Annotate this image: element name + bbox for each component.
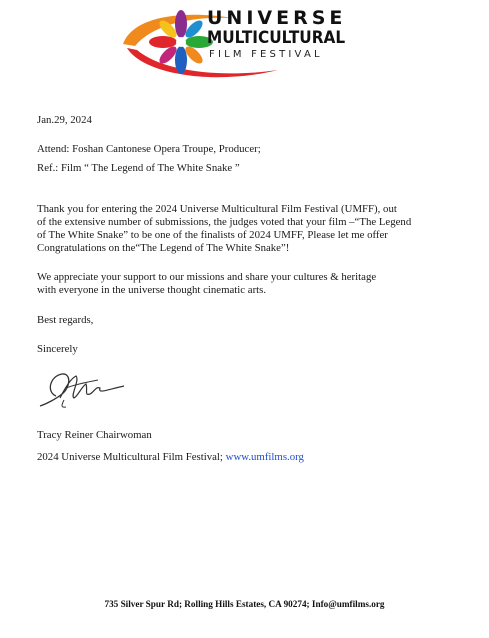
website-link[interactable]: www.umfilms.org (225, 451, 304, 463)
letter-date: Jan.29, 2024 (37, 114, 92, 126)
letter-ref: Ref.: Film “ The Legend of The White Snake ” (37, 162, 240, 174)
paragraph-1-line: of the extensive number of submissions, the judges voted that your film –“The Legend (37, 216, 412, 228)
logo-line-film-festival: FILM FESTIVAL (209, 49, 323, 60)
paragraph-1-line: Thank you for entering the 2024 Universe Multicultural Film Festival (UMFF), out (37, 203, 397, 215)
letter-attend: Attend: Foshan Cantonese Opera Troupe, Producer; (37, 143, 261, 155)
sincerely: Sincerely (37, 343, 78, 355)
paragraph-2-line: with everyone in the universe thought cinematic arts. (37, 284, 267, 296)
paragraph-1-line: of The White Snake” to be one of the finalists of 2024 UMFF, Please let me offer (37, 229, 388, 241)
festival-line (37, 451, 304, 464)
signer-name: Tracy Reiner Chairwoman (37, 429, 152, 441)
signature-image (36, 366, 128, 410)
logo-line-universe: UNIVERSE (207, 7, 347, 29)
logo-line-multicultural: MULTICULTURAL (207, 28, 346, 48)
paragraph-2-line: We appreciate your support to our missions and share your cultures & heritage (37, 271, 377, 283)
best-regards: Best regards, (37, 314, 94, 326)
footer-address: 735 Silver Spur Rd; Rolling Hills Estates, CA 90274; Info@umfilms.org (104, 599, 385, 609)
paragraph-1-line: Congratulations on the“The Legend of The White Snake”! (37, 242, 290, 254)
festival-name: 2024 Universe Multicultural Film Festival; (37, 451, 226, 463)
logo-wordmark (207, 8, 360, 62)
